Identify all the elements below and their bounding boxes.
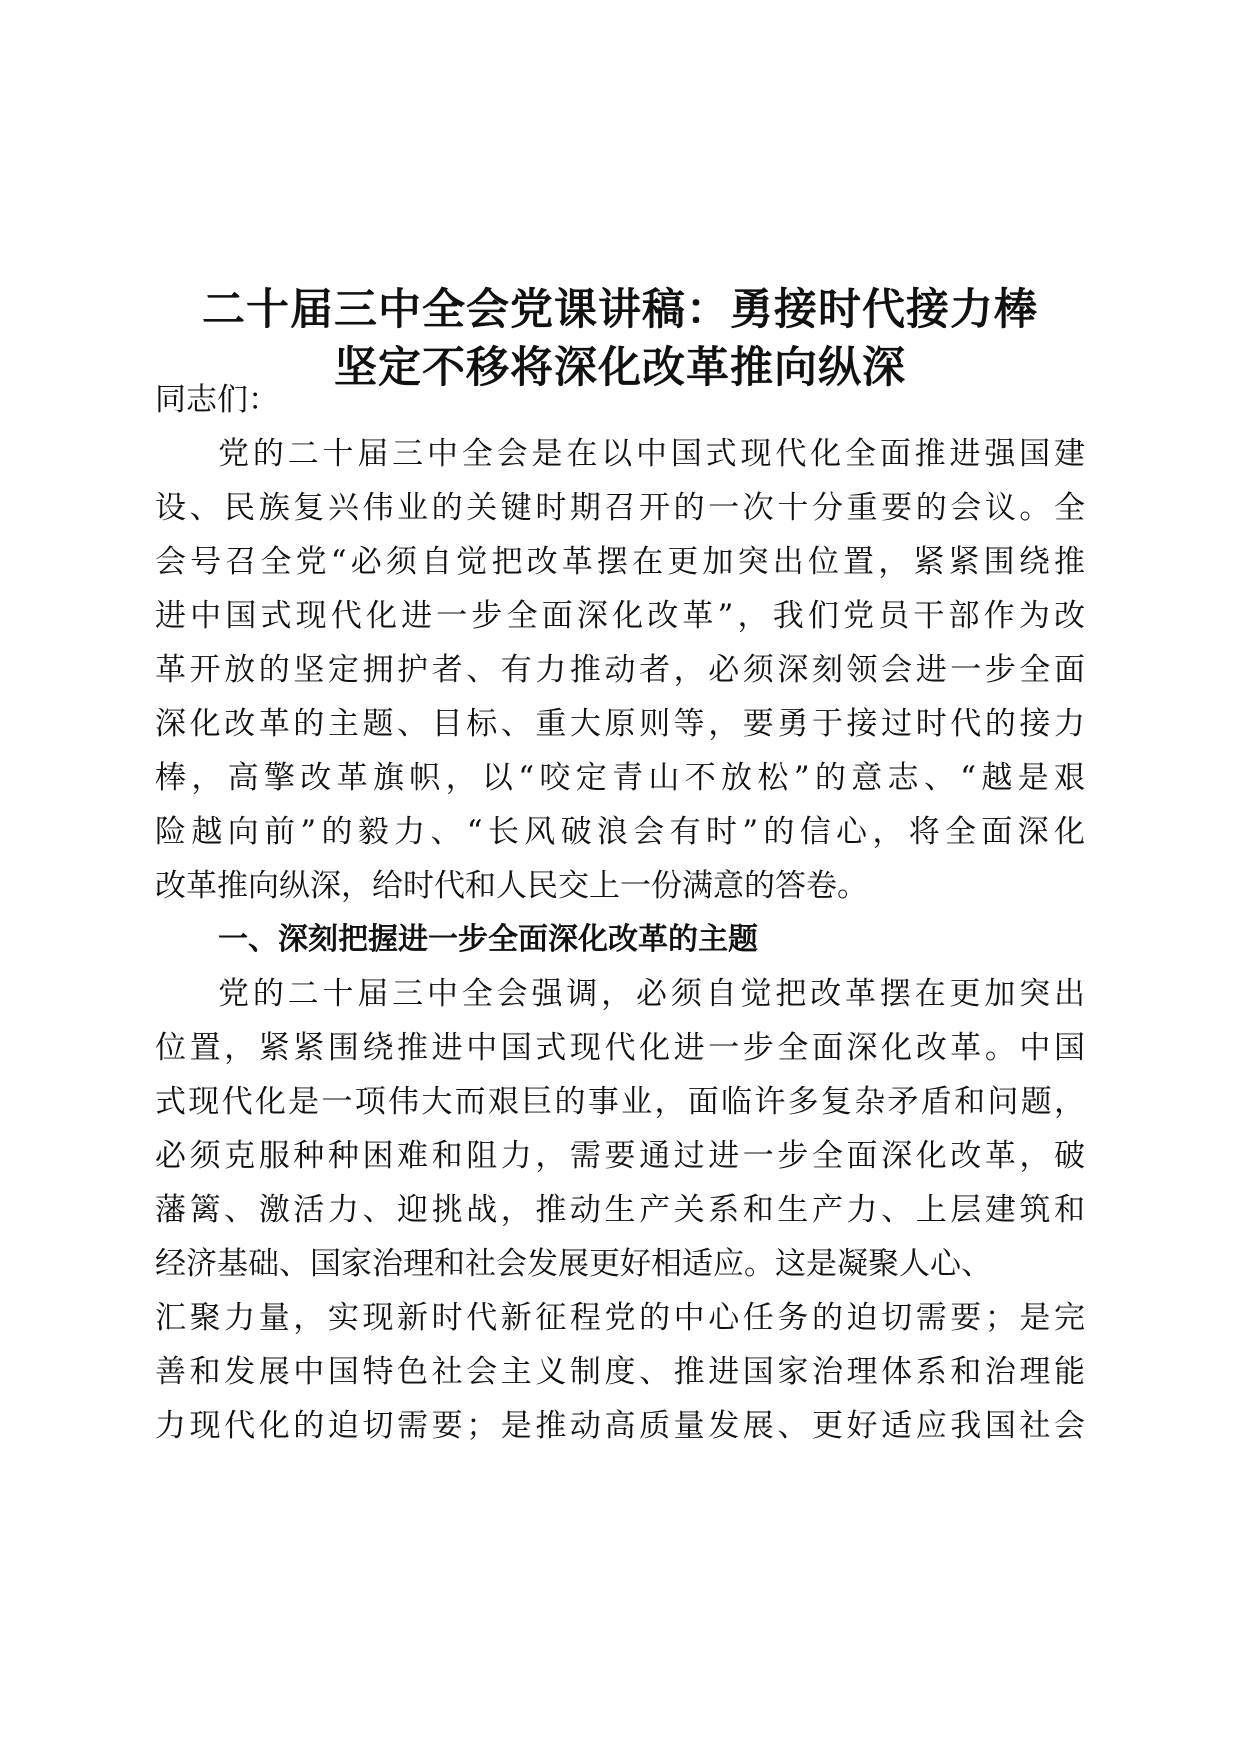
intro-line: 党的二十届三中全会是在以中国式现代化全面推进强国建 [218,436,1085,472]
section-heading: 一、深刻把握进一步全面深化改革的主题 [218,922,758,957]
section-line: 善和发展中国特色社会主义制度、推进国家治理体系和治理能 [155,1354,1085,1390]
section-line: 位置，紧紧围绕推进中国式现代化进一步全面深化改革。中国 [155,1030,1085,1066]
intro-line: 改革推向纵深，给时代和人民交上一份满意的答卷。 [155,868,868,904]
salutation: 同志们： [155,382,279,418]
document-title-line-1: 二十届三中全会党课讲稿：勇接时代接力棒 [202,285,1038,335]
intro-line: 棒，高擎改革旗帜，以“咬定青山不放松”的意志、“越是艰 [155,760,1085,796]
section-line: 式现代化是一项伟大而艰巨的事业，面临许多复杂矛盾和问题， [155,1084,1085,1120]
intro-line: 进中国式现代化进一步全面深化改革”，我们党员干部作为改 [155,598,1085,634]
section-line: 藩篱、激活力、迎挑战，推动生产关系和生产力、上层建筑和 [155,1192,1085,1228]
section-line: 汇聚力量，实现新时代新征程党的中心任务的迫切需要；是完 [155,1300,1085,1336]
intro-line: 设、民族复兴伟业的关键时期召开的一次十分重要的会议。全 [155,490,1085,526]
intro-line: 会号召全党“必须自觉把改革摆在更加突出位置，紧紧围绕推 [155,544,1085,580]
intro-line: 革开放的坚定拥护者、有力推动者，必须深刻领会进一步全面 [155,652,1085,688]
intro-line: 深化改革的主题、目标、重大原则等，要勇于接过时代的接力 [155,706,1085,742]
section-line: 必须克服种种困难和阻力，需要通过进一步全面深化改革，破 [155,1138,1085,1174]
intro-line: 险越向前”的毅力、“长风破浪会有时”的信心，将全面深化 [155,814,1085,850]
document-title-line-2: 坚定不移将深化改革推向纵深 [334,343,906,393]
section-line: 力现代化的迫切需要；是推动高质量发展、更好适应我国社会 [155,1408,1085,1444]
section-line: 经济基础、国家治理和社会发展更好相适应。这是凝聚人心、 [155,1246,992,1282]
section-line: 党的二十届三中全会强调，必须自觉把改革摆在更加突出 [218,976,1085,1012]
